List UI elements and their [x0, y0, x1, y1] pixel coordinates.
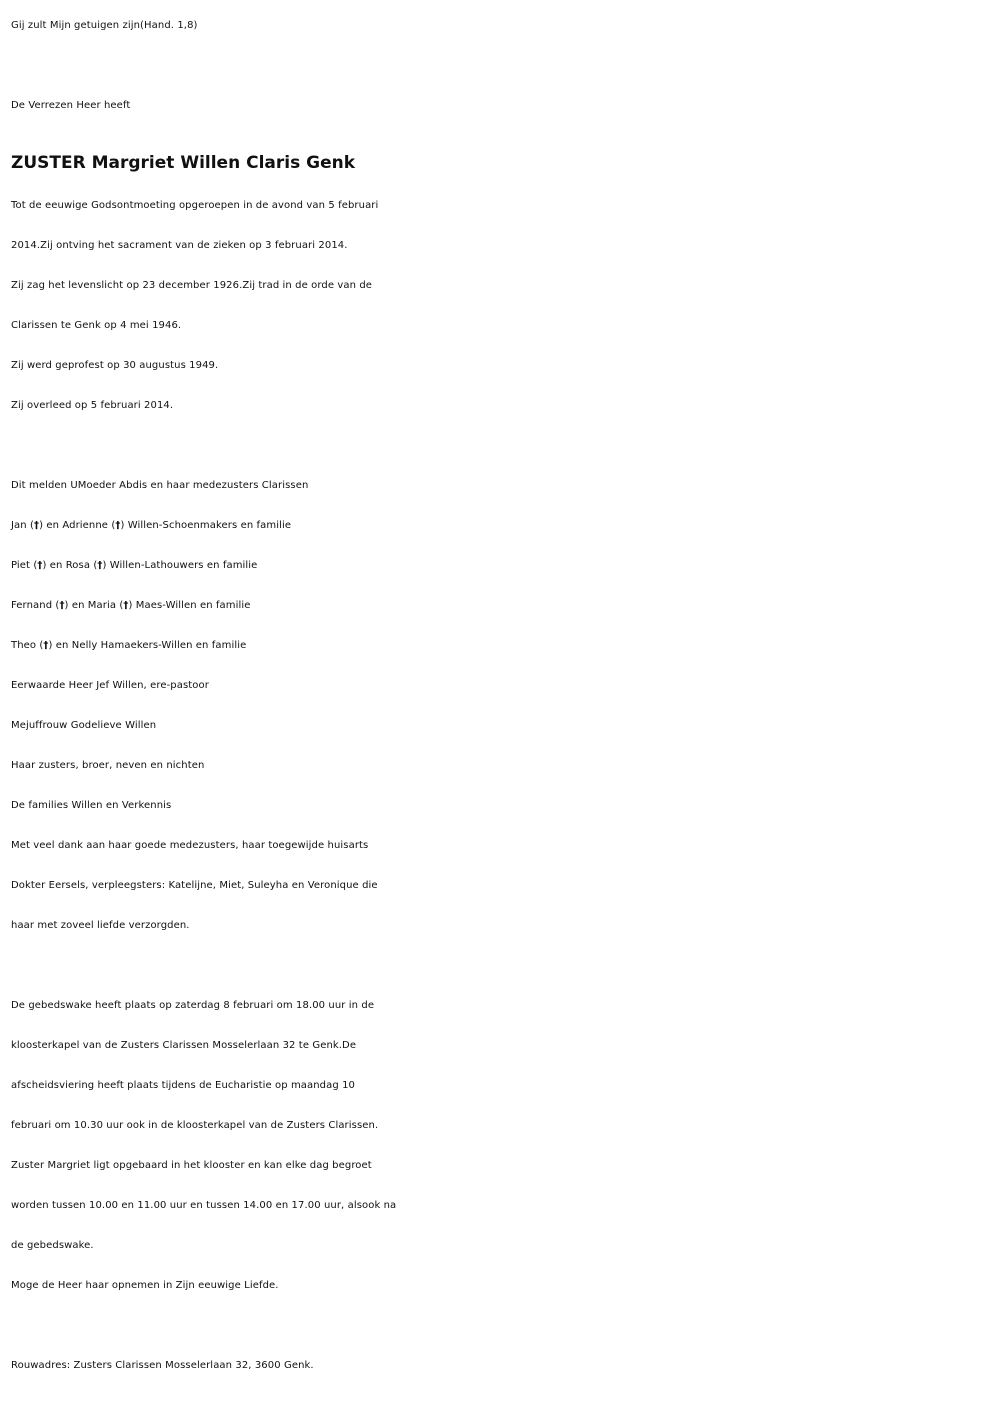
deceased-name-title: ZUSTER Margriet Willen Claris Genk — [11, 153, 356, 173]
ceremony-line: worden tussen 10.00 en 11.00 uur en tussen 14.00 en 17.00 uur, alsook na — [11, 1200, 397, 1211]
biography — [11, 186, 991, 426]
family-text: ) en Nelly Hamaekers-Willen en familie — [48, 640, 247, 651]
thanks-line: Dokter Eersels, verpleegsters: Katelijne, Miet, Suleyha en Veronique die — [11, 880, 378, 891]
family-text: ) Willen-Lathouwers en familie — [102, 560, 258, 571]
family-line-fernand — [11, 586, 991, 626]
thanks-line: Met veel dank aan haar goede medezusters, haar toegewijde huisarts — [11, 840, 369, 851]
prayer-line: Moge de Heer haar opnemen in Zijn eeuwige Liefde. — [11, 1280, 279, 1291]
family-text: ) en Adrienne ( — [39, 520, 116, 531]
family-line: Haar zusters, broer, neven en nichten — [11, 760, 205, 771]
family-text: ) en Maria ( — [64, 600, 124, 611]
family-announcement — [11, 466, 991, 946]
cross-icon: † — [59, 600, 65, 611]
family-line-jan — [11, 506, 991, 546]
spacer — [11, 1306, 991, 1346]
biography-line: Zij overleed op 5 februari 2014. — [11, 400, 174, 411]
cross-icon: † — [43, 640, 49, 651]
spacer — [11, 46, 991, 86]
family-text: Theo ( — [11, 640, 44, 651]
ceremony-line: afscheidsviering heeft plaats tijdens de Eucharistie op maandag 10 — [11, 1080, 356, 1091]
family-text: ) Willen-Schoenmakers en familie — [120, 520, 292, 531]
obituary-notice — [11, 6, 991, 1386]
thanks-line: haar met zoveel liefde verzorgden. — [11, 920, 190, 931]
cross-icon: † — [34, 520, 40, 531]
biography-line: Clarissen te Genk op 4 mei 1946. — [11, 320, 182, 331]
family-text: ) en Rosa ( — [42, 560, 98, 571]
mourning-address: Rouwadres: Zusters Clarissen Mosselerlaan 32, 3600 Genk. — [11, 1360, 314, 1371]
cross-icon: † — [97, 560, 103, 571]
spacer — [11, 946, 991, 986]
cross-icon: † — [37, 560, 43, 571]
family-line: De families Willen en Verkennis — [11, 800, 172, 811]
ceremony-line: kloosterkapel van de Zusters Clarissen Mosselerlaan 32 te Genk.De — [11, 1040, 357, 1051]
family-text: Fernand ( — [11, 600, 60, 611]
biography-line: 2014.Zij ontving het sacrament van de zieken op 3 februari 2014. — [11, 240, 348, 251]
cross-icon: † — [115, 520, 121, 531]
intro-line: De Verrezen Heer heeft — [11, 100, 131, 111]
family-line-theo — [11, 626, 991, 666]
family-line-piet — [11, 546, 991, 586]
biography-line: Zij zag het levenslicht op 23 december 1926.Zij trad in de orde van de — [11, 280, 373, 291]
cross-icon: † — [123, 600, 129, 611]
bible-verse: Gij zult Mijn getuigen zijn(Hand. 1,8) — [11, 20, 198, 31]
biography-line: Zij werd geprofest op 30 augustus 1949. — [11, 360, 219, 371]
ceremony-line: de gebedswake. — [11, 1240, 94, 1251]
family-line: Mejuffrouw Godelieve Willen — [11, 720, 157, 731]
spacer — [11, 426, 991, 466]
ceremony-line: februari om 10.30 uur ook in de kloosterkapel van de Zusters Clarissen. — [11, 1120, 379, 1131]
family-text: Piet ( — [11, 560, 38, 571]
ceremony-details — [11, 986, 991, 1306]
family-text: Jan ( — [11, 520, 34, 531]
family-text: ) Maes-Willen en familie — [128, 600, 251, 611]
ceremony-line: Zuster Margriet ligt opgebaard in het klooster en kan elke dag begroet — [11, 1160, 372, 1171]
biography-line: Tot de eeuwige Godsontmoeting opgeroepen in de avond van 5 februari — [11, 200, 379, 211]
family-line: Eerwaarde Heer Jef Willen, ere-pastoor — [11, 680, 209, 691]
announcers-line: Dit melden UMoeder Abdis en haar medezusters Clarissen — [11, 480, 309, 491]
ceremony-line: De gebedswake heeft plaats op zaterdag 8 februari om 18.00 uur in de — [11, 1000, 375, 1011]
